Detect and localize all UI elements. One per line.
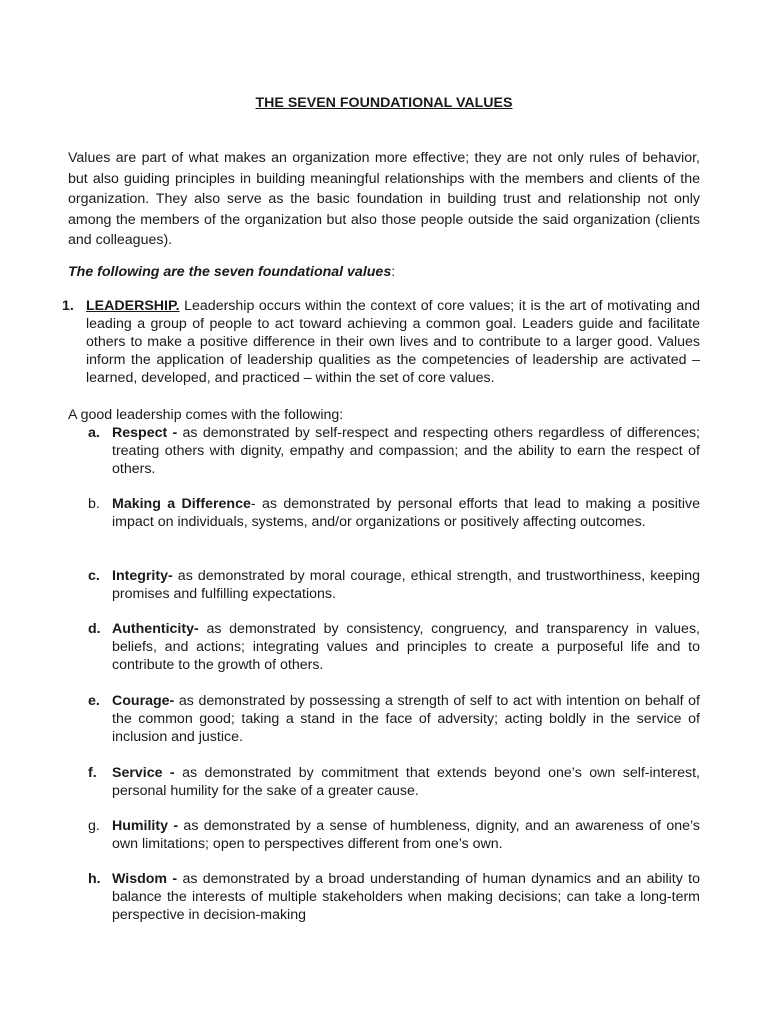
quality-text: as demonstrated by a broad understanding of human dynamics and an ability to balance the interests of multiple stakeholders when making decisions; can take a long-term perspective in decision-making bbox=[112, 871, 700, 923]
quality-term: Wisdom - bbox=[112, 871, 178, 887]
quality-body bbox=[112, 870, 700, 924]
quality-term: Making a Difference bbox=[112, 496, 251, 512]
quality-item-authenticity bbox=[88, 620, 700, 674]
quality-marker: f. bbox=[88, 765, 97, 781]
quality-item-making-a-difference bbox=[88, 495, 700, 531]
value-body bbox=[86, 297, 700, 387]
quality-term: Service - bbox=[112, 765, 175, 781]
value-heading: LEADERSHIP. bbox=[86, 298, 180, 314]
quality-body bbox=[112, 764, 700, 800]
lead-in-text: The following are the seven foundational values bbox=[68, 264, 392, 280]
quality-term: Integrity- bbox=[112, 568, 173, 584]
quality-text: as demonstrated by commitment that extends beyond one’s own self-interest, personal humility for the sake of a greater cause. bbox=[112, 765, 700, 799]
quality-term: Respect - bbox=[112, 425, 178, 441]
quality-marker: d. bbox=[88, 621, 101, 637]
page-title: THE SEVEN FOUNDATIONAL VALUES bbox=[255, 95, 513, 111]
quality-marker: g. bbox=[88, 818, 100, 834]
quality-item-wisdom bbox=[88, 870, 700, 924]
quality-marker: h. bbox=[88, 871, 101, 887]
value-item-leadership bbox=[62, 297, 700, 387]
intro-paragraph: Values are part of what makes an organization more effective; they are not only rules of behavior, but also guiding principles in building meaningful relationships with the members and clients of the organization. They also serve as the basic foundation in building trust and relationship not only among the members of the organization but also those people outside the said organization (clients and colleagues). bbox=[68, 150, 700, 248]
quality-body bbox=[112, 495, 700, 531]
quality-text: - as demonstrated by personal efforts that lead to making a positive impact on individuals, systems, and/or organizations or positively affecting outcomes. bbox=[112, 496, 700, 530]
lead-in-colon: : bbox=[391, 264, 396, 280]
quality-term: Humility - bbox=[112, 818, 179, 834]
quality-term: Courage- bbox=[112, 693, 175, 709]
quality-item-courage bbox=[88, 692, 700, 746]
quality-marker: b. bbox=[88, 496, 100, 512]
quality-marker: a. bbox=[88, 425, 100, 441]
lead-in-heading bbox=[68, 263, 395, 281]
quality-item-service bbox=[88, 764, 700, 800]
good-leadership-intro: A good leadership comes with the following: bbox=[68, 407, 344, 423]
quality-term: Authenticity- bbox=[112, 621, 199, 637]
value-number: 1. bbox=[62, 298, 74, 314]
quality-text: as demonstrated by possessing a strength of self to act with intention on behalf of the common good; taking a stand in the face of adversity; acting boldly in the service of inclusion and justice. bbox=[112, 693, 700, 745]
quality-item-humility bbox=[88, 817, 700, 853]
quality-body bbox=[112, 817, 700, 853]
quality-body bbox=[112, 567, 700, 603]
quality-text: as demonstrated by self-respect and respecting others regardless of differences; treating others with dignity, empathy and compassion; and the ability to earn the respect of others. bbox=[112, 425, 700, 477]
quality-item-integrity bbox=[88, 567, 700, 603]
value-text: Leadership occurs within the context of core values; it is the art of motivating and leading a group of people to act toward achieving a common goal. Leaders guide and facilitate others to make a positive difference in their own lives and to contribute to a larger good. Values inform the application of leadership qualities as the competencies of leadership are activated – learned, developed, and practiced – within the set of core values. bbox=[86, 298, 700, 386]
quality-text: as demonstrated by a sense of humbleness, dignity, and an awareness of one’s own limitations; open to perspectives different from one’s own. bbox=[112, 818, 700, 852]
quality-text: as demonstrated by moral courage, ethical strength, and trustworthiness, keeping promises and fulfilling expectations. bbox=[112, 568, 700, 602]
quality-marker: e. bbox=[88, 693, 100, 709]
quality-body bbox=[112, 620, 700, 674]
quality-item-respect bbox=[88, 424, 700, 478]
quality-text: as demonstrated by consistency, congruency, and transparency in values, beliefs, and actions; integrating values and principles to create a purposeful life and to contribute to the growth of others. bbox=[112, 621, 700, 673]
quality-marker: c. bbox=[88, 568, 100, 584]
quality-body bbox=[112, 692, 700, 746]
quality-body bbox=[112, 424, 700, 478]
